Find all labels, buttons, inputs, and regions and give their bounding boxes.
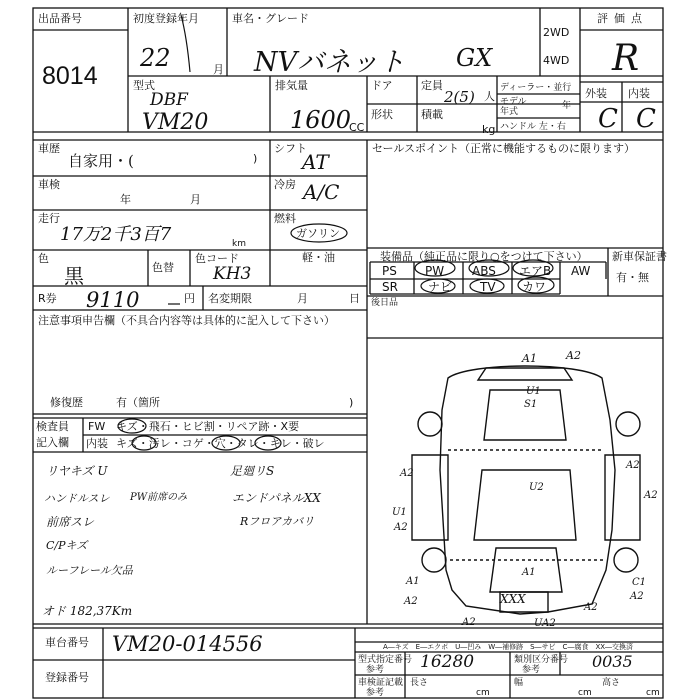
color-code: KH3 bbox=[213, 264, 252, 284]
door-label: ドア bbox=[371, 79, 393, 92]
model-prefix: DBF bbox=[150, 90, 188, 110]
repair-label: 修復歴 bbox=[50, 396, 83, 409]
person-unit: 人 bbox=[484, 90, 495, 103]
damage-mark: U1 bbox=[526, 386, 541, 397]
damage-mark: A1 bbox=[522, 352, 537, 365]
interior-label: 内装 bbox=[628, 87, 650, 100]
vehicle-cert-ref: 参考 bbox=[366, 688, 385, 698]
model-code: VM20 bbox=[142, 110, 209, 135]
color-value: 黒 bbox=[64, 264, 84, 288]
designation-value: 16280 bbox=[420, 652, 475, 672]
equip-navi: ナビ bbox=[428, 280, 453, 294]
category-value: 0035 bbox=[592, 652, 633, 671]
inspector-line: Rフロアカバリ bbox=[240, 515, 315, 528]
inspection-label: 車検 bbox=[38, 178, 60, 191]
height-unit: cm bbox=[646, 688, 660, 698]
kg-unit: kg bbox=[482, 123, 496, 136]
inspector-label-2: 記入欄 bbox=[36, 436, 69, 449]
ac-value: A/C bbox=[303, 180, 340, 204]
lot-number: 8014 bbox=[42, 62, 98, 90]
year-unit: 年 bbox=[562, 101, 572, 111]
inspector-label-1: 検査員 bbox=[36, 420, 69, 433]
shift-label: シフト bbox=[274, 142, 307, 155]
length-label: 長さ bbox=[410, 678, 429, 688]
fw-row: キズ・飛石・ヒビ割・リペア跡・X要 bbox=[116, 420, 300, 433]
damage-mark: A2 bbox=[566, 349, 581, 362]
mileage-value: 17万2千3百7 bbox=[60, 224, 172, 245]
equip-tv: TV bbox=[480, 280, 496, 294]
inspector-line: ハンドルスレ bbox=[44, 492, 110, 505]
equip-ps: PS bbox=[382, 264, 397, 278]
damage-mark: A2 bbox=[394, 522, 408, 533]
drive-2wd: 2WD bbox=[543, 26, 570, 39]
length-unit: cm bbox=[476, 688, 490, 698]
damage-legend: A―キズ E―エクボ U―凹み W―補修跡 S―サビ C―腐食 XX―交換済 bbox=[383, 643, 634, 651]
color-code-label: 色コード bbox=[195, 252, 239, 265]
height-label: 高さ bbox=[602, 678, 621, 688]
sales-point-label: セールスポイント（正常に機能するものに限ります） bbox=[372, 142, 636, 155]
equip-sr: SR bbox=[382, 280, 398, 294]
recycle-value: 9110 bbox=[86, 288, 140, 312]
first-reg-label: 初度登録年月 bbox=[133, 12, 199, 25]
fuel-gasoline: ガソリン bbox=[296, 227, 340, 240]
damage-mark: A2 bbox=[644, 490, 658, 501]
month-unit: 月 bbox=[213, 63, 224, 76]
name-change-day: 日 bbox=[349, 292, 360, 305]
repair-value: 有（箇所 bbox=[116, 396, 160, 409]
mileage-label: 走行 bbox=[38, 212, 60, 225]
interior-grade: C bbox=[636, 104, 656, 134]
vehicle-cert-label: 車検証記載 bbox=[358, 678, 404, 688]
cc-unit: CC bbox=[349, 121, 365, 134]
color-label: 色 bbox=[38, 252, 49, 265]
damage-mark: A1 bbox=[522, 567, 536, 578]
car-name-label: 車名・グレード bbox=[232, 12, 309, 25]
reg-label: 登録番号 bbox=[45, 671, 89, 684]
recycle-label: R券 bbox=[38, 292, 57, 305]
damage-mark: UA2 bbox=[534, 618, 556, 629]
damage-mark: A2 bbox=[584, 602, 598, 613]
grade: GX bbox=[456, 44, 493, 72]
exterior-label: 外装 bbox=[585, 87, 607, 100]
category-ref: 参考 bbox=[522, 665, 541, 675]
handle-label: ハンドル 左・右 bbox=[500, 122, 566, 132]
exterior-grade: C bbox=[598, 104, 618, 134]
inspector-line: ルーフレール欠品 bbox=[46, 564, 133, 577]
damage-mark: U1 bbox=[392, 507, 407, 518]
damage-mark: A2 bbox=[626, 460, 640, 471]
name-change-month: 月 bbox=[297, 292, 308, 305]
lot-number-label: 出品番号 bbox=[38, 12, 82, 25]
damage-mark: XXX bbox=[500, 592, 526, 606]
rating-label: 評価点 bbox=[597, 12, 648, 25]
car-name: NVバネット bbox=[254, 47, 406, 78]
inspector-line: リヤキズ U bbox=[46, 464, 108, 478]
designation-label: 型式指定番号 bbox=[358, 655, 413, 665]
interior-row: キズ・汚レ・コゲ・穴・タレ・キレ・破レ bbox=[116, 437, 325, 450]
interior-row-label: 内装 bbox=[86, 437, 108, 450]
km-unit: km bbox=[232, 239, 246, 249]
inspection-year-unit: 年 bbox=[120, 193, 131, 206]
shape-label: 形状 bbox=[371, 108, 393, 121]
damage-mark: A2 bbox=[400, 468, 414, 479]
history-close: ) bbox=[253, 152, 258, 165]
inspector-line: エンドパネルXX bbox=[232, 491, 321, 505]
category-label: 類別区分番号 bbox=[514, 655, 569, 665]
first-reg-year: 22 bbox=[140, 44, 171, 72]
capacity-value: 2(5) bbox=[444, 88, 475, 106]
width-label: 幅 bbox=[514, 678, 524, 688]
displacement-label: 排気量 bbox=[275, 79, 308, 92]
damage-mark: S1 bbox=[524, 399, 538, 410]
equipment-label: 装備品（純正品に限り○をつけて下さい） bbox=[380, 250, 588, 263]
inspector-line: C/Pキズ bbox=[46, 539, 88, 552]
damage-mark: C1 bbox=[632, 577, 647, 588]
capacity-label: 定員 bbox=[421, 79, 443, 92]
notes-label: 注意事項申告欄（不具合内容等は具体的に記入して下さい） bbox=[38, 314, 335, 327]
equip-abs: ABS bbox=[472, 264, 496, 278]
inspection-month-unit: 月 bbox=[190, 193, 201, 206]
width-unit: cm bbox=[578, 688, 592, 698]
history-value: 自家用・( bbox=[68, 152, 134, 170]
after-items-label: 後日品 bbox=[371, 298, 399, 308]
chassis-value: VM20-014556 bbox=[112, 632, 263, 656]
load-label: 積載 bbox=[421, 108, 443, 121]
warranty-options: 有・無 bbox=[616, 271, 649, 284]
equip-aw: AW bbox=[571, 264, 591, 278]
warranty-label: 新車保証書 bbox=[612, 250, 667, 263]
equip-pw: PW bbox=[425, 264, 445, 278]
dealer-label: ディーラー・並行 bbox=[500, 83, 572, 93]
model-year-label: モデル年式 bbox=[500, 97, 527, 117]
displacement: 1600 bbox=[290, 106, 352, 134]
equip-airbag: エアB bbox=[519, 264, 552, 278]
yen-unit: 円 bbox=[184, 292, 195, 305]
shift-value: AT bbox=[302, 150, 329, 174]
color-change-label: 色替 bbox=[152, 261, 174, 274]
fw-label: FW bbox=[88, 420, 106, 433]
fuel-label: 燃料 bbox=[274, 212, 296, 225]
damage-mark: A2 bbox=[630, 591, 644, 602]
damage-mark: A2 bbox=[462, 617, 476, 628]
designation-ref: 参考 bbox=[366, 665, 385, 675]
inspector-line: PW前席のみ bbox=[130, 492, 188, 503]
inspector-line: オド 182,37Km bbox=[42, 604, 133, 618]
equip-leather: カワ bbox=[522, 280, 547, 294]
repair-close: ) bbox=[349, 396, 354, 409]
chassis-label: 車台番号 bbox=[45, 636, 89, 649]
ac-label: 冷房 bbox=[274, 178, 296, 191]
inspector-line: 足廻リS bbox=[230, 464, 275, 478]
model-label: 型式 bbox=[133, 79, 155, 92]
drive-4wd: 4WD bbox=[543, 54, 570, 67]
name-change-label: 名変期限 bbox=[208, 292, 252, 305]
fuel-diesel: 軽・油 bbox=[302, 251, 335, 264]
history-label: 車歴 bbox=[38, 142, 60, 155]
rating: R bbox=[612, 38, 640, 79]
damage-mark: A2 bbox=[404, 596, 418, 607]
damage-mark: U2 bbox=[529, 482, 544, 493]
inspector-line: 前席スレ bbox=[46, 515, 95, 529]
damage-mark: A1 bbox=[406, 576, 420, 587]
